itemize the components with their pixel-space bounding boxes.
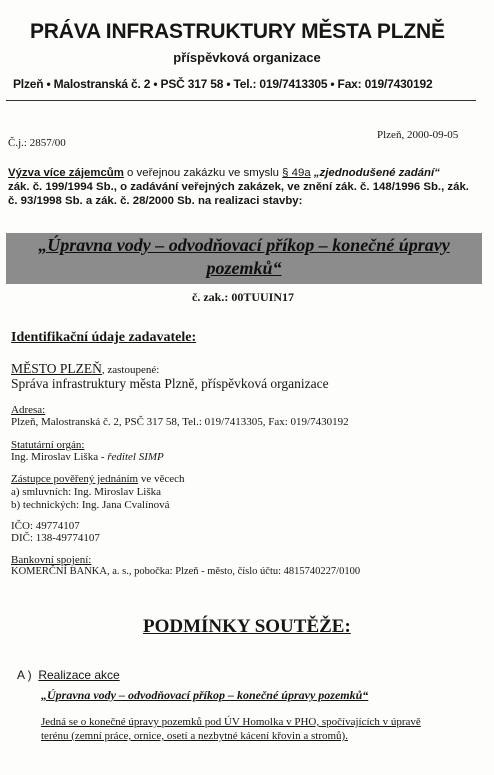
statutory-label: Statutární orgán: (11, 439, 85, 451)
statutory-value: Ing. Miroslav Liška - ředitel SIMP (11, 451, 164, 463)
header-address: Plzeň • Malostranská č. 2 • PSČ 317 58 • Tel.: 019/7413305 • Fax: 019/7430192 (13, 77, 433, 91)
organization-type: příspěvková organizace (173, 50, 321, 65)
bank-label: Bankovní spojení: (11, 554, 92, 566)
description-line-1: Jedná se o konečné úpravy pozemků pod ÚV Homolka v PHO, spočívajících v úpravě (41, 716, 421, 728)
ico-number: IČO: 49774107 (11, 520, 80, 532)
place-date: Plzeň, 2000-09-05 (377, 129, 459, 141)
organization-full-name: Správa infrastruktury města Plzně, příspěvková organizace (11, 376, 329, 391)
simplified-procurement: „zjednodušené zadání“ (313, 167, 440, 179)
bank-value: KOMERČNÍ BANKA, a. s., pobočka: Plzeň - město, číslo účtu: 4815740227/0100 (11, 566, 361, 577)
deputy-label: Zástupce pověřený jednáním ve věcech (11, 473, 185, 485)
contracting-authority: MĚSTO PLZEŇ, zastoupené: (11, 361, 160, 376)
project-title-banner (6, 233, 482, 284)
city-name: MĚSTO PLZEŇ (11, 361, 102, 376)
intro-lead: Výzva více zájemcům (8, 167, 124, 179)
project-quote: „Úpravna vody – odvodňovací příkop – konečné úpravy pozemků“ (41, 688, 369, 702)
project-title-line-1: „Úpravna vody – odvodňovací příkop – konečné úpravy (38, 235, 450, 255)
section-letter: A ) (17, 668, 32, 682)
law-reference: § 49a (282, 167, 311, 179)
intro-line-3: č. 93/1998 Sb. a zák. č. 28/2000 Sb. na realizaci stavby: (8, 195, 303, 207)
contract-number: č. zak.: 00TUUIN17 (192, 290, 294, 304)
project-title-line-2: pozemků“ (206, 258, 282, 278)
address-label: Adresa: (11, 404, 46, 416)
statutory-role: ředitel SIMP (107, 451, 164, 463)
intro-text: o veřejnou zakázku ve smyslu (123, 167, 283, 179)
identification-heading: Identifikační údaje zadavatele: (11, 330, 197, 345)
intro-line-1 (8, 167, 440, 179)
deputy-technical: b) technických: Ing. Jana Cvalínová (11, 499, 170, 511)
section-title: Realizace akce (38, 668, 120, 682)
conditions-heading: PODMÍNKY SOUTĚŽE: (143, 616, 351, 637)
header-rule (6, 100, 476, 101)
organization-name: PRÁVA INFRASTRUKTURY MĚSTA PLZNĚ (30, 20, 445, 43)
dic-number: DIČ: 138-49774107 (11, 532, 100, 544)
intro-line-2: zák. č. 199/1994 Sb., o zadávání veřejných zakázek, ve znění zák. č. 148/1996 Sb., zák. (8, 181, 469, 193)
reference-number: Č.j.: 2857/00 (8, 137, 66, 149)
description-line-2: terénu (zemní práce, ornice, osetí a nezbytné kácení křovin a stromů). (41, 730, 348, 742)
section-a-heading (17, 668, 120, 682)
deputy-contractual: a) smluvních: Ing. Miroslav Liška (11, 486, 162, 498)
address-value: Plzeň, Malostranská č. 2, PSČ 317 58, Tel.: 019/7413305, Fax: 019/7430192 (11, 416, 349, 428)
